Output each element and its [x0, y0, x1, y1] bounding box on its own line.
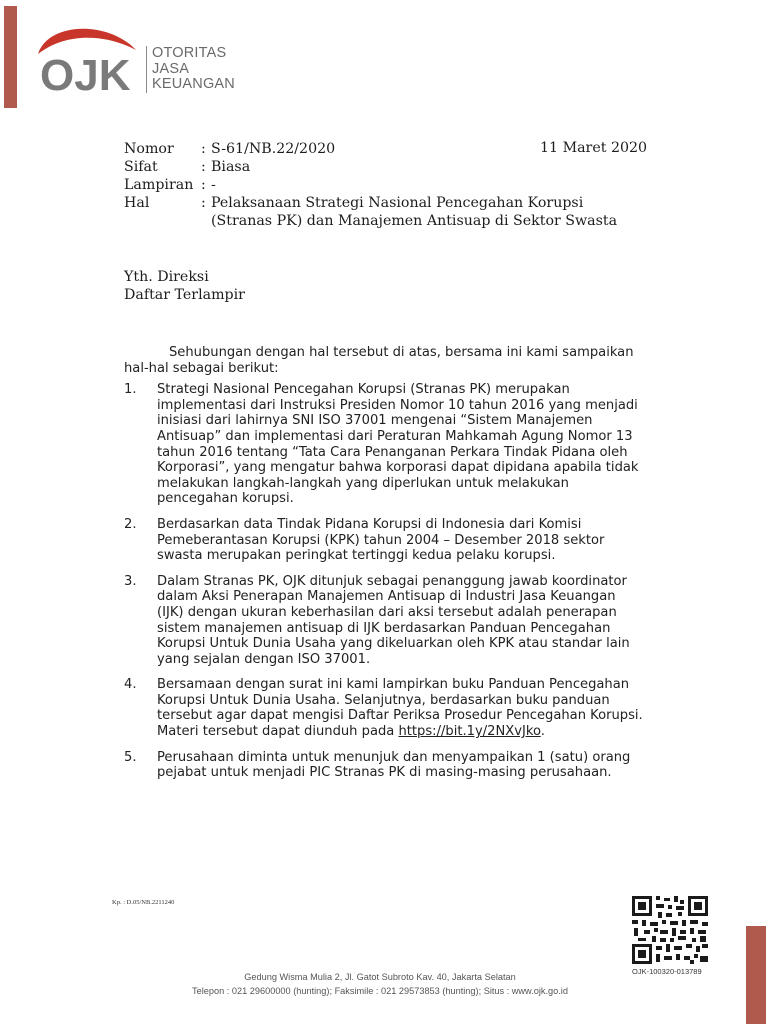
letter-footer [100, 970, 660, 998]
logo-line-2: JASA [152, 60, 190, 77]
meta-value: S-61/NB.22/2020 [211, 141, 336, 157]
meta-key: Hal [124, 195, 150, 211]
ojk-logo-icon [36, 24, 146, 100]
meta-row-sifat [124, 158, 617, 176]
meta-row-hal [124, 194, 617, 212]
list-item-text: Berdasarkan data Tindak Pidana Korupsi di Indonesia dari Komisi Pemeberantasan Korupsi (KPK) tahun 2004 – Desember 2018 sektor swasta merupakan peringkat tertinggi kedua pelaku korupsi. [157, 516, 605, 564]
footer-contact: Telepon : 021 29600000 (hunting); Faksimile : 021 29573853 (hunting); Situs : www.ojk.go.id [192, 986, 568, 996]
footer-address: Gedung Wisma Mulia 2, Jl. Gatot Subroto Kav. 40, Jakarta Selatan [244, 972, 516, 982]
list-number: 1. [124, 382, 137, 398]
page-edge-bar-right [746, 926, 766, 1024]
numbered-list [124, 382, 644, 781]
addressee-line-2: Daftar Terlampir [124, 287, 245, 303]
list-item [124, 517, 644, 564]
meta-value: - [211, 177, 216, 193]
download-link[interactable]: https://bit.1y/2NXvJko [398, 724, 541, 740]
list-item [124, 677, 644, 739]
meta-value: Pelaksanaan Strategi Nasional Pencegahan Korupsi [211, 195, 584, 211]
meta-colon: : [201, 141, 206, 157]
logo-line-1: OTORITAS [152, 45, 227, 61]
meta-key: Sifat [124, 159, 158, 175]
meta-key: Nomor [124, 141, 174, 157]
addressee [124, 268, 245, 304]
meta-key [124, 212, 201, 230]
meta-colon: : [201, 177, 206, 193]
list-item-text: Dalam Stranas PK, OJK ditunjuk sebagai penanggung jawab koordinator dalam Aksi Penerapan Manajemen Antisuap di Industri Jasa Keuangan (IJK) dengan ukuran keberhasilan dari aksi tersebut adalah penerapan sistem manajemen antisuap di IJK berdasarkan Panduan Pencegahan Korupsi Untuk Dunia Usaha yang dikeluarkan oleh KPK atau standar lain yang sejalan dengan ISO 37001. [157, 573, 630, 667]
meta-colon: : [201, 159, 206, 175]
list-item-text: Strategi Nasional Pencegahan Korupsi (Stranas PK) merupakan implementasi dari Instruksi Presiden Nomor 10 tahun 2016 yang menjadi inisiasi dari lahirnya SNI ISO 37001 mengenai “Sistem Manajemen Antisuap” dan implementasi dari Peraturan Mahkamah Agung Nomor 13 tahun 2016 tentang “Tata Cara Penanganan Perkara Tindak Pidana oleh Korporasi”, yang mengatur bahwa korporasi dapat dipidana apabila tidak melakukan langkah-langkah yang diperlukan untuk melakukan pencegahan korupsi. [157, 382, 639, 507]
intro-paragraph: Sehubungan dengan hal tersebut di atas, bersama ini kami sampaikan hal-hal sebagai berikut: [124, 345, 634, 376]
meta-value: Biasa [211, 159, 251, 175]
list-item [124, 574, 644, 668]
logo-wordmark [146, 46, 235, 93]
meta-colon: : [201, 195, 206, 211]
ojk-logo [36, 24, 241, 100]
list-number: 4. [124, 677, 137, 693]
svg-text:OJK: OJK [40, 51, 131, 100]
list-number: 3. [124, 573, 137, 589]
list-item [124, 750, 644, 781]
meta-key: Lampiran [124, 177, 194, 193]
kp-code: Kp. : D.05/NB.2211240 [112, 899, 175, 906]
list-number: 5. [124, 749, 137, 765]
list-number: 2. [124, 516, 137, 532]
meta-row-lampiran [124, 176, 617, 194]
addressee-line-1: Yth. Direksi [124, 269, 209, 285]
letter-date: 11 Maret 2020 [540, 140, 648, 156]
list-item-suffix: . [540, 724, 545, 740]
list-item-text-container [157, 677, 644, 739]
meta-value: (Stranas PK) dan Manajemen Antisuap di Sektor Swasta [211, 213, 618, 229]
list-item-text: Perusahaan diminta untuk menunjuk dan menyampaikan 1 (satu) orang pejabat untuk menjadi PIC Stranas PK di masing-masing perusahaan. [157, 749, 631, 781]
qr-code-icon [630, 894, 710, 966]
meta-row-hal-continued [124, 212, 617, 230]
qr-caption: OJK-100320-013789 [632, 967, 702, 976]
list-item-text: Bersamaan dengan surat ini kami lampirkan buku Panduan Pencegahan Korupsi Untuk Dunia Usaha. Selanjutnya, berdasarkan buku panduan tersebut agar dapat mengisi Daftar Periksa Prosedur Pencegahan Korupsi. Materi tersebut dapat diunduh pada [157, 677, 643, 740]
page-edge-bar-left [4, 6, 17, 108]
list-item [124, 382, 644, 507]
meta-colon [201, 212, 211, 230]
logo-line-3: KEUANGAN [152, 76, 235, 92]
letter-body [124, 345, 644, 791]
